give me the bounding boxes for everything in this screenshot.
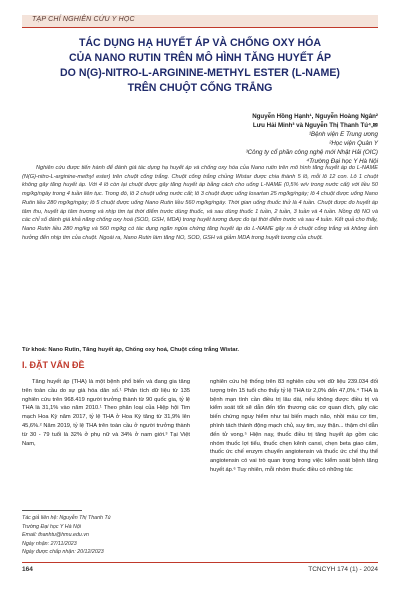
correspondence-divider [22, 510, 82, 511]
corr-received: Ngày nhận: 27/11/2023 [22, 540, 77, 547]
article-title [22, 36, 378, 96]
title-line-3: DO N(G)-NITRO-L-ARGININE-METHYL ESTER (L-NAME) [60, 67, 340, 79]
keywords: Từ khoá: Nano Rutin, Tăng huyết áp, Chống oxy hoá, Chuột cống trắng Wistar. [22, 347, 240, 353]
title-line-2: CỦA NANO RUTIN TRÊN MÔ HÌNH TĂNG HUYẾT ÁP [68, 52, 332, 64]
affiliation-4: ⁴Trường Đại học Y Hà Nội [306, 158, 378, 165]
correspondence-block [22, 514, 190, 557]
section-heading: I. ĐẶT VẤN ĐỀ [22, 360, 85, 370]
corr-author: Tác giả liên hệ: Nguyễn Thị Thanh Tú [22, 515, 111, 521]
affiliation-3: ³Công ty cổ phần công nghệ mới Nhật Hải (OIC) [245, 149, 378, 156]
abstract [22, 164, 378, 242]
author-line-1: Nguyễn Hồng Hạnh¹, Nguyễn Hoàng Ngân² [252, 113, 378, 120]
journal-issue: TCNCYH 174 (1) - 2024 [308, 566, 378, 573]
corr-accepted: Ngày được chấp nhận: 20/12/2023 [22, 549, 104, 556]
corr-email: Email: thanhtu@hmu.edu.vn [22, 532, 89, 539]
journal-name: TẠP CHÍ NGHIÊN CỨU Y HỌC [32, 16, 135, 23]
footer-divider [22, 562, 378, 563]
right-column-text: nghiên cứu hệ thống trên 83 nghiên cứu với dữ liệu 239.034 đối tượng trên 15 tuổi cho thấy tỷ lệ THA từ 2,0% đến 47,0%.⁴ THA là bệnh mạn tính cần điều trị lâu dài, nếu không được điều trị và kiểm soát tốt sẽ dẫn đến tổn thương các cơ quan đích, gây các biến chứng nguy hiểm như tai biến mạch não, nhồi máu cơ tim, phình tách thành động mạch chủ, suy tim, suy thận... thậm chí dẫn đến tử vong.⁵ Hiện nay, thuốc điều trị tăng huyết áp gồm các nhóm thuốc lợi tiểu, thuốc chẹn kênh canxi, chẹn beta giao cảm, thuốc ức chế enzym chuyển angiotensin và thuốc ức chế thụ thể angiotensin có vai trò quan trọng trong việc kiểm soát bệnh tăng huyết áp.⁶ Tuy nhiên, mỗi nhóm thuốc điều có những tác [210, 379, 378, 473]
right-column [210, 378, 378, 475]
affiliation-2: ²Học viện Quân Y [329, 140, 378, 147]
corr-institution: Trường Đại học Y Hà Nội [22, 523, 81, 530]
author-block [22, 112, 378, 166]
title-line-1: TÁC DỤNG HẠ HUYẾT ÁP VÀ CHỐNG OXY HÓA [78, 37, 322, 49]
abstract-text: Nghiên cứu được tiến hành để đánh giá tác dụng hạ huyết áp và chống oxy hóa của Nano rutin trên mô hình tăng huyết áp do L-NAME (N(G)-nitro-L-arginine-methyl ester) trên chuột cống trắng. Chuột cống trắng chủng Wistar được chia thành 5 lô, mỗi lô 12 con. Lô 1 chuột không gây tăng huyết áp. Với 4 lô còn lại chuột được gây tăng huyết áp bằng cách cho uống L-NAME (0,5% w/v trong nước cất) với liều 50 mg/kg/ngày trong 4 tuần liên tục. Trong đó, lô 2 chuột uống nước cất; lô 3 chuột được uống losartan 25 mg/kg/ngày; lô 4 chuột được uống Nano Rutin liều 280 mg/kg/ngày; lô 5 chuột được uống Nano Rutin liều 560 mg/kg/ngày. Thời gian uống thuốc thử là 4 tuần. Chuột được đo huyết áp tâm thu, huyết áp tâm trương và nhịp tim tại thời điểm trước dùng thuốc, và sau dùng thuốc 1 tuần, 2 tuần, 3 tuần và 4 tuần. Nồng độ NO và các chỉ số đánh giá khả năng chống oxy hoá (SOD, GSH, MDA) trong huyết tương được đo tại thời điểm trước và sau 4 tuần. Kết quả cho thấy, Nano Rutin liều 280 mg/kg và 560 mg/kg có tác dụng ngăn ngừa chứng tăng huyết áp do L-NAME gây ra ở chuột cống trắng và không ảnh hưởng đến nhịp tim của chuột. Ngoài ra, Nano Rutin làm tăng NO, SOD, GSH và giảm MDA trong huyết tương của chuột. [22, 165, 378, 241]
title-line-4: TRÊN CHUỘT CỐNG TRẮNG [127, 82, 273, 94]
page-number: 164 [22, 566, 33, 573]
left-column-text: Tăng huyết áp (THA) là một bệnh phổ biến và đang gia tăng trên toàn cầu do sự già hóa dân số.¹ Phân tích dữ liệu từ 135 nghiên cứu trên 968.419 người trưởng thành từ 90 quốc gia, tỷ lệ THA là 31,1% vào năm 2010.¹ Theo phân loại của Hiệp hội Tim mạch Hoa Kỳ năm 2017, tỷ lệ THA ở Hoa Kỳ tăng từ 31,9% lên 45,6%.² Năm 2019, tỷ lệ THA trên toàn cầu ở người trưởng thành từ 30 - 79 tuổi là 32% ở phụ nữ và 34% ở nam giới.³ Tại Việt Nam, [22, 379, 190, 447]
author-line-2: Lưu Hải Minh³ và Nguyễn Thị Thanh Tú⁴,✉ [252, 122, 378, 129]
affiliation-1: ¹Bệnh viện E Trung ương [308, 131, 378, 138]
left-column [22, 378, 190, 448]
journal-header-band [22, 15, 378, 28]
